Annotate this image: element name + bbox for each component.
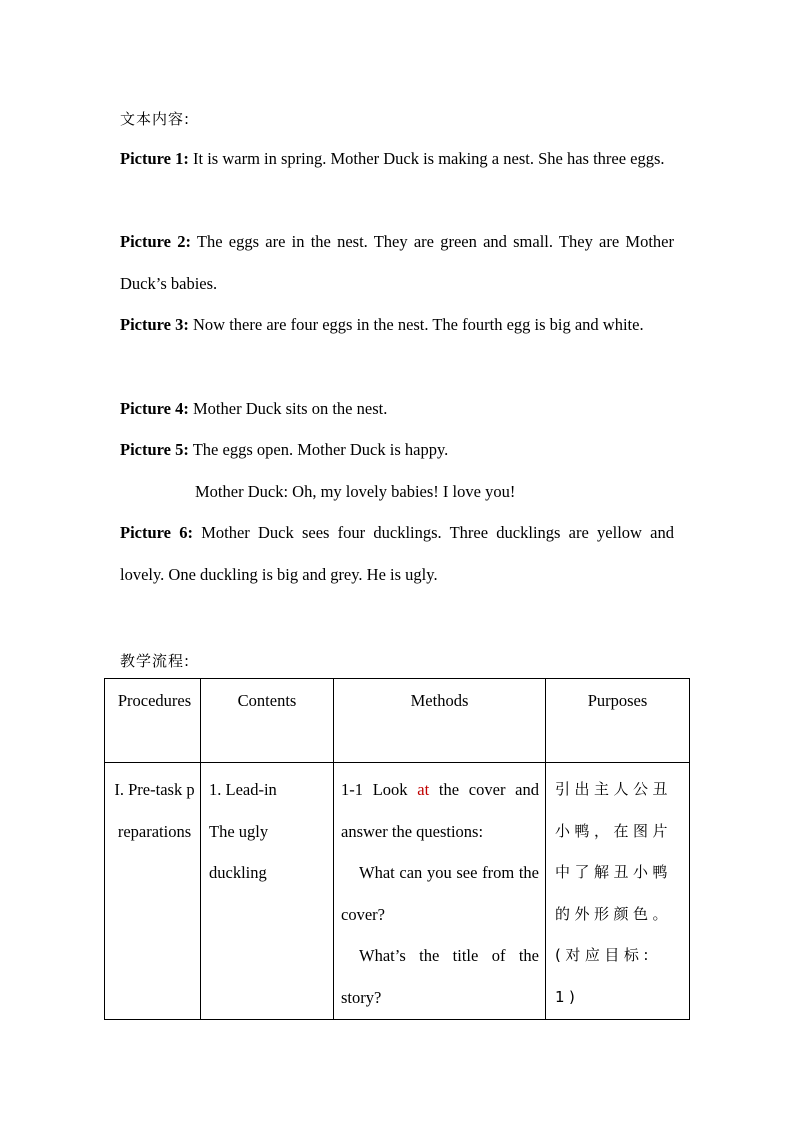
method-suffix: the cover and answer the questions: [341,780,540,841]
picture-text: The eggs are in the nest. They are green and small. They are Mother Duck’s babies. [120,232,674,293]
header-cell [334,679,546,763]
column-header-contents: Contents [237,691,297,710]
content-topic: The ugly duckling [209,821,269,883]
picture-3-paragraph [120,304,674,346]
text-content-heading: 文本内容: [120,110,191,128]
picture-text: It is warm in spring. Mother Duck is making a nest. She has three eggs. [188,149,665,168]
method-highlight: at [417,780,430,799]
picture-label: Picture 6: [120,523,193,542]
column-header-procedures: Procedures [117,691,192,710]
table-header-row [105,679,690,763]
table-row [105,763,690,1020]
content-cell [201,763,334,1020]
header-cell [546,679,690,763]
header-cell [201,679,334,763]
picture-text: Mother Duck sits on the nest. [188,399,388,418]
picture-text: The eggs open. Mother Duck is happy. [188,440,449,459]
method-prefix: 1-1 Look [341,780,418,799]
picture-label: Picture 1: [120,149,189,168]
method-text [334,763,545,1019]
dialogue-line: Mother Duck: Oh, my lovely babies! I love you! [195,482,516,501]
picture-4-paragraph [120,388,674,430]
picture-label: Picture 5: [120,440,189,459]
method-cell [334,763,546,1020]
content-title: 1. Lead-in [209,780,277,799]
procedure-cell [105,763,201,1020]
method-question-1: What can you see from the cover? [341,863,539,924]
procedure-table [104,678,690,1020]
picture-label: Picture 4: [120,399,189,418]
column-header-methods: Methods [410,691,469,710]
picture-label: Picture 2: [120,232,191,251]
picture-label: Picture 3: [120,315,189,334]
column-header-purposes: Purposes [587,691,648,710]
content-text [201,763,333,894]
picture-2-paragraph [120,221,674,304]
purpose-text: 引出主人公丑小鸭，在图片中了解丑小鸭的外形颜色。(对应目标: 1) [555,780,673,1006]
picture-text: Now there are four eggs in the nest. The fourth egg is big and white. [188,315,644,334]
picture-text: Mother Duck sees four ducklings. Three ducklings are yellow and lovely. One duckling is big and grey. He is ugly. [120,523,674,584]
picture-6-paragraph [120,512,674,595]
procedure-text: I. Pre-task preparations [114,780,195,841]
method-question-2: What’s the title of the story? [341,946,539,1007]
purpose-cell [546,763,690,1020]
header-cell [105,679,201,763]
teaching-procedure-heading: 教学流程: [120,652,191,670]
picture-5-paragraph [120,429,674,471]
picture-1-paragraph [120,138,674,180]
